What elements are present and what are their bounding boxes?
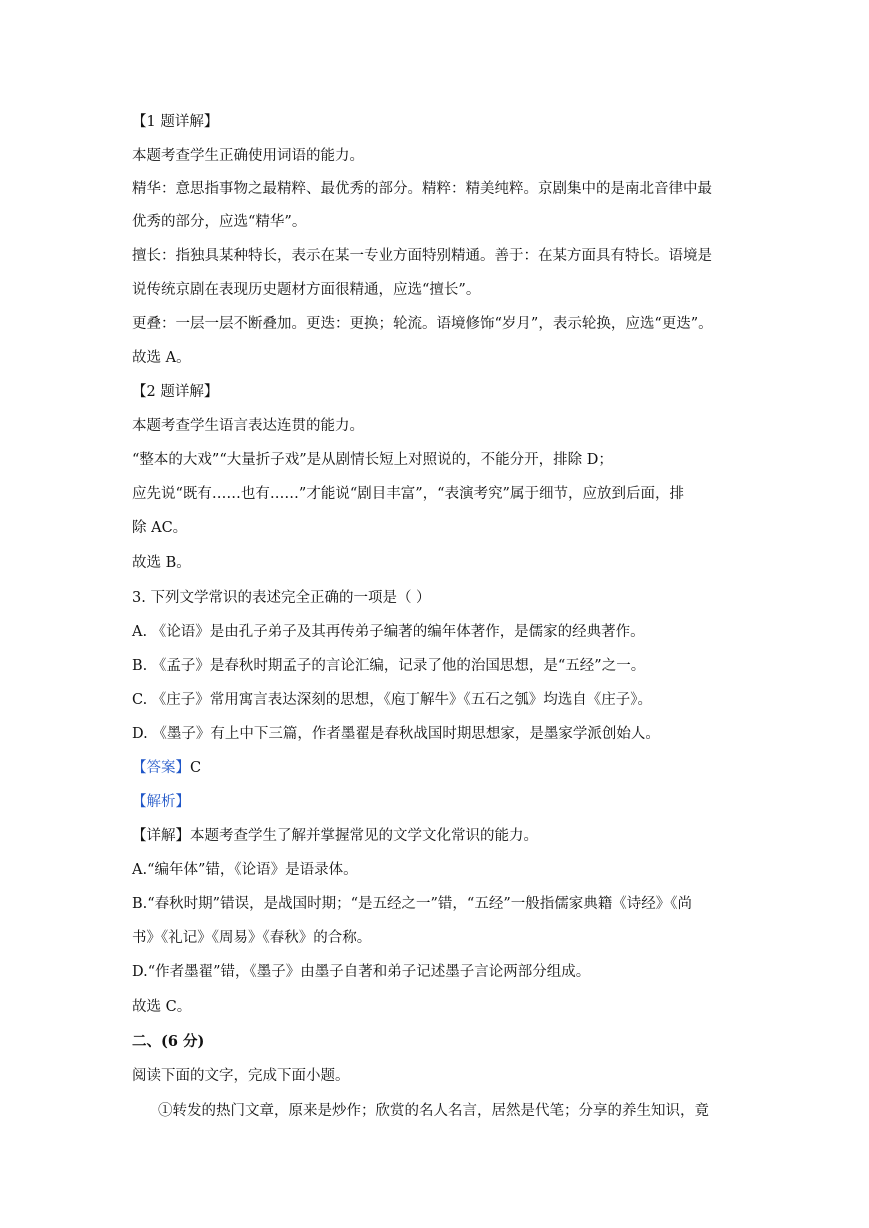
section-2-heading: 二、(6 分) [132, 1033, 205, 1050]
q1-intro: 本题考查学生正确使用词语的能力。 [132, 148, 364, 164]
question-3-option-b: B. 《孟子》是春秋时期孟子的言论汇编，记录了他的治国思想，是“五经”之一。 [132, 658, 646, 674]
q1-paragraph-1b: 优秀的部分，应选“精华”。 [132, 214, 307, 230]
q3-detail-intro: 【详解】本题考查学生了解并掌握常见的文学文化常识的能力。 [132, 828, 538, 844]
q2-answer: 故选 B。 [132, 555, 191, 571]
question-3-option-d: D. 《墨子》有上中下三篇，作者墨翟是春秋战国时期思想家，是墨家学派创始人。 [132, 726, 660, 742]
question-3-option-c: C. 《庄子》常用寓言表达深刻的思想，《庖丁解牛》《五石之瓠》均选自《庄子》。 [132, 692, 653, 708]
q2-detail-heading: 【2 题详解】 [132, 384, 219, 400]
q1-paragraph-2b: 说传统京剧在表现历史题材方面很精通，应选“擅长”。 [132, 282, 481, 298]
q3-final-answer: 故选 C。 [132, 999, 192, 1015]
q1-paragraph-2a: 擅长：指独具某种特长，表示在某一专业方面特别精通。善于：在某方面具有特长。语境是 [132, 248, 712, 264]
q2-paragraph-2a: 应先说“既有……也有……”才能说“剧目丰富”，“表演考究”属于细节，应放到后面，排 [132, 486, 684, 502]
answer-value: C [190, 760, 202, 776]
q1-paragraph-3: 更叠：一层一层不断叠加。更迭：更换；轮流。语境修饰“岁月”，表示轮换，应选“更迭”。 [132, 316, 713, 332]
q3-detail-a: A.“编年体”错，《论语》是语录体。 [132, 862, 358, 878]
answer-label: 【答案】 [132, 760, 190, 776]
q3-detail-d: D.“作者墨翟”错，《墨子》由墨子自著和弟子记述墨子言论两部分组成。 [132, 964, 591, 980]
question-3-option-a: A. 《论语》是由孔子弟子及其再传弟子编著的编年体著作，是儒家的经典著作。 [132, 624, 645, 640]
section-2-instruction: 阅读下面的文字，完成下面小题。 [132, 1068, 350, 1084]
passage-paragraph-1: ①转发的热门文章，原来是炒作；欣赏的名人名言，居然是代笔；分享的养生知识，竟 [158, 1103, 709, 1119]
q2-paragraph-1: “整本的大戏”“大量折子戏”是从剧情长短上对照说的，不能分开，排除 D； [132, 452, 613, 468]
answer-line [132, 758, 201, 778]
q2-intro: 本题考查学生语言表达连贯的能力。 [132, 418, 364, 434]
analysis-heading: 【解析】 [132, 794, 190, 810]
q1-detail-heading: 【1 题详解】 [132, 114, 219, 130]
q1-answer: 故选 A。 [132, 350, 191, 366]
q3-detail-b1: B.“春秋时期”错误，是战国时期；“是五经之一”错，“五经”一般指儒家典籍《诗经》《尚 [132, 896, 692, 912]
q2-paragraph-2b: 除 AC。 [132, 520, 188, 536]
q3-detail-b2: 书》《礼记》《周易》《春秋》的合称。 [132, 930, 372, 946]
question-3-stem: 3. 下列文学常识的表述完全正确的一项是（ ） [132, 590, 431, 606]
q1-paragraph-1a: 精华：意思指事物之最精粹、最优秀的部分。精粹：精美纯粹。京剧集中的是南北音律中最 [132, 181, 712, 197]
